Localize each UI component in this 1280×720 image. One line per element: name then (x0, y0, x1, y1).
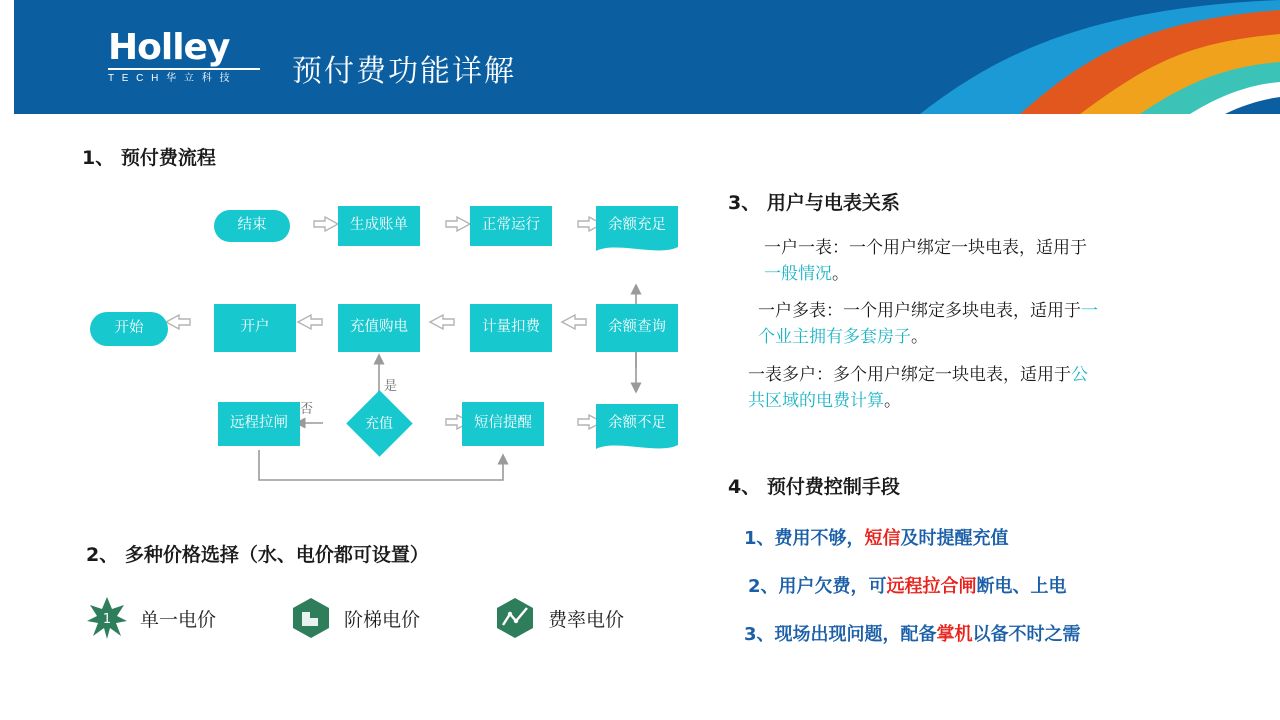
flow-label-yes: 是 (384, 379, 398, 394)
flow-node-metering-deduct-label: 计量扣费 (482, 319, 540, 336)
flow-node-balance-low (596, 404, 678, 444)
relation-one-to-one-pre: 一户一表：一个用户绑定一块电表，适用于 (764, 238, 1087, 258)
logo-subtitle: T E C H 华 立 科 技 (108, 73, 232, 84)
control-item-3-text-post: 以备不时之需 (972, 624, 1081, 645)
control-item-1-text-post: 及时提醒充值 (900, 528, 1009, 549)
flow-node-balance-query (596, 304, 678, 352)
flow-node-remote-trip-label: 远程拉闸 (230, 415, 288, 432)
flow-node-generate-bill (338, 206, 420, 246)
flow-node-open-account (214, 304, 296, 352)
control-item-1-highlight: 短信 (864, 528, 901, 549)
relation-item-many-to-one (748, 362, 1098, 414)
flow-node-normal-run (470, 206, 552, 246)
flow-label-no: 否 (300, 402, 314, 417)
flow-node-open-account-label: 开户 (240, 319, 270, 336)
flow-node-generate-bill-label: 生成账单 (350, 217, 408, 234)
header-swoosh-decoration (720, 0, 1280, 114)
section-heading-controls: 4、 预付费控制手段 (728, 476, 900, 498)
section-heading-process: 1、 预付费流程 (82, 147, 216, 169)
control-item-1-number: 1、 (744, 528, 775, 549)
control-item-2-highlight: 远程拉合闸 (886, 576, 977, 597)
control-item-3-text-pre: 现场出现问题，配备 (774, 624, 937, 645)
relation-one-to-one-highlight: 一般情况 (764, 264, 832, 284)
relation-many-to-one-highlight: 公共区域的电费计算 (748, 365, 1088, 411)
control-item-3-highlight: 掌机 (936, 624, 973, 645)
relation-item-one-to-many (758, 298, 1108, 350)
page-title: 预付费功能详解 (292, 54, 516, 89)
svg-text:1: 1 (102, 612, 112, 627)
flow-node-end (214, 210, 290, 242)
section-heading-relations: 3、 用户与电表关系 (728, 192, 900, 214)
flow-node-start-label: 开始 (114, 320, 144, 337)
shield-icon (494, 596, 536, 640)
control-item-2 (748, 572, 1067, 598)
flow-node-sms-remind (462, 402, 544, 446)
relation-one-to-many-post: 。 (911, 327, 928, 347)
relation-one-to-one-post: 。 (832, 264, 849, 284)
relation-one-to-many-pre: 一户多表：一个用户绑定多块电表，适用于 (758, 301, 1081, 321)
flow-node-remote-trip (218, 402, 300, 446)
relation-item-one-to-one (764, 235, 1094, 287)
flow-node-recharge-buy-label: 充值购电 (350, 319, 408, 336)
burst-icon (86, 596, 128, 640)
flow-node-end-label: 结束 (237, 217, 267, 234)
flow-node-balance-low-label: 余额不足 (608, 415, 666, 432)
control-item-3-number: 3、 (744, 624, 775, 645)
section-heading-price: 2、 多种价格选择（水、电价都可设置） (86, 544, 429, 566)
wave-decoration (596, 243, 678, 255)
flow-node-balance-enough (596, 206, 678, 246)
logo-wordmark: Holley (108, 27, 230, 68)
flow-node-metering-deduct (470, 304, 552, 352)
price-option-rate-label: 费率电价 (548, 608, 625, 631)
price-option-tiered-label: 阶梯电价 (344, 608, 421, 631)
price-options-row (86, 592, 706, 652)
price-option-single (86, 596, 216, 640)
flow-node-normal-run-label: 正常运行 (482, 217, 540, 234)
relation-many-to-one-pre: 一表多户：多个用户绑定一块电表，适用于 (748, 365, 1071, 385)
control-item-1 (744, 524, 1009, 550)
flow-node-balance-query-label: 余额查询 (608, 319, 666, 336)
flow-node-balance-enough-label: 余额充足 (608, 217, 666, 234)
wave-decoration (596, 441, 678, 453)
price-option-tiered (290, 596, 420, 640)
control-item-2-number: 2、 (748, 576, 779, 597)
flow-node-recharge-decision-label: 充值 (365, 416, 393, 432)
control-item-2-text-pre: 用户欠费，可 (778, 576, 887, 597)
price-option-rate (494, 596, 624, 640)
price-option-single-label: 单一电价 (140, 608, 217, 631)
relation-many-to-one-post: 。 (884, 391, 901, 411)
control-item-1-text-pre: 费用不够， (774, 528, 865, 549)
control-item-3 (744, 620, 1081, 646)
flow-node-recharge-decision (331, 390, 427, 456)
flow-node-start (90, 312, 168, 346)
cube-icon (290, 596, 332, 640)
flow-node-sms-remind-label: 短信提醒 (474, 415, 532, 432)
prepaid-flowchart (0, 0, 720, 520)
relation-one-to-many-highlight: 一个业主拥有多套房子 (758, 301, 1098, 347)
flow-node-recharge-buy (338, 304, 420, 352)
control-item-2-text-post: 断电、上电 (976, 576, 1067, 597)
